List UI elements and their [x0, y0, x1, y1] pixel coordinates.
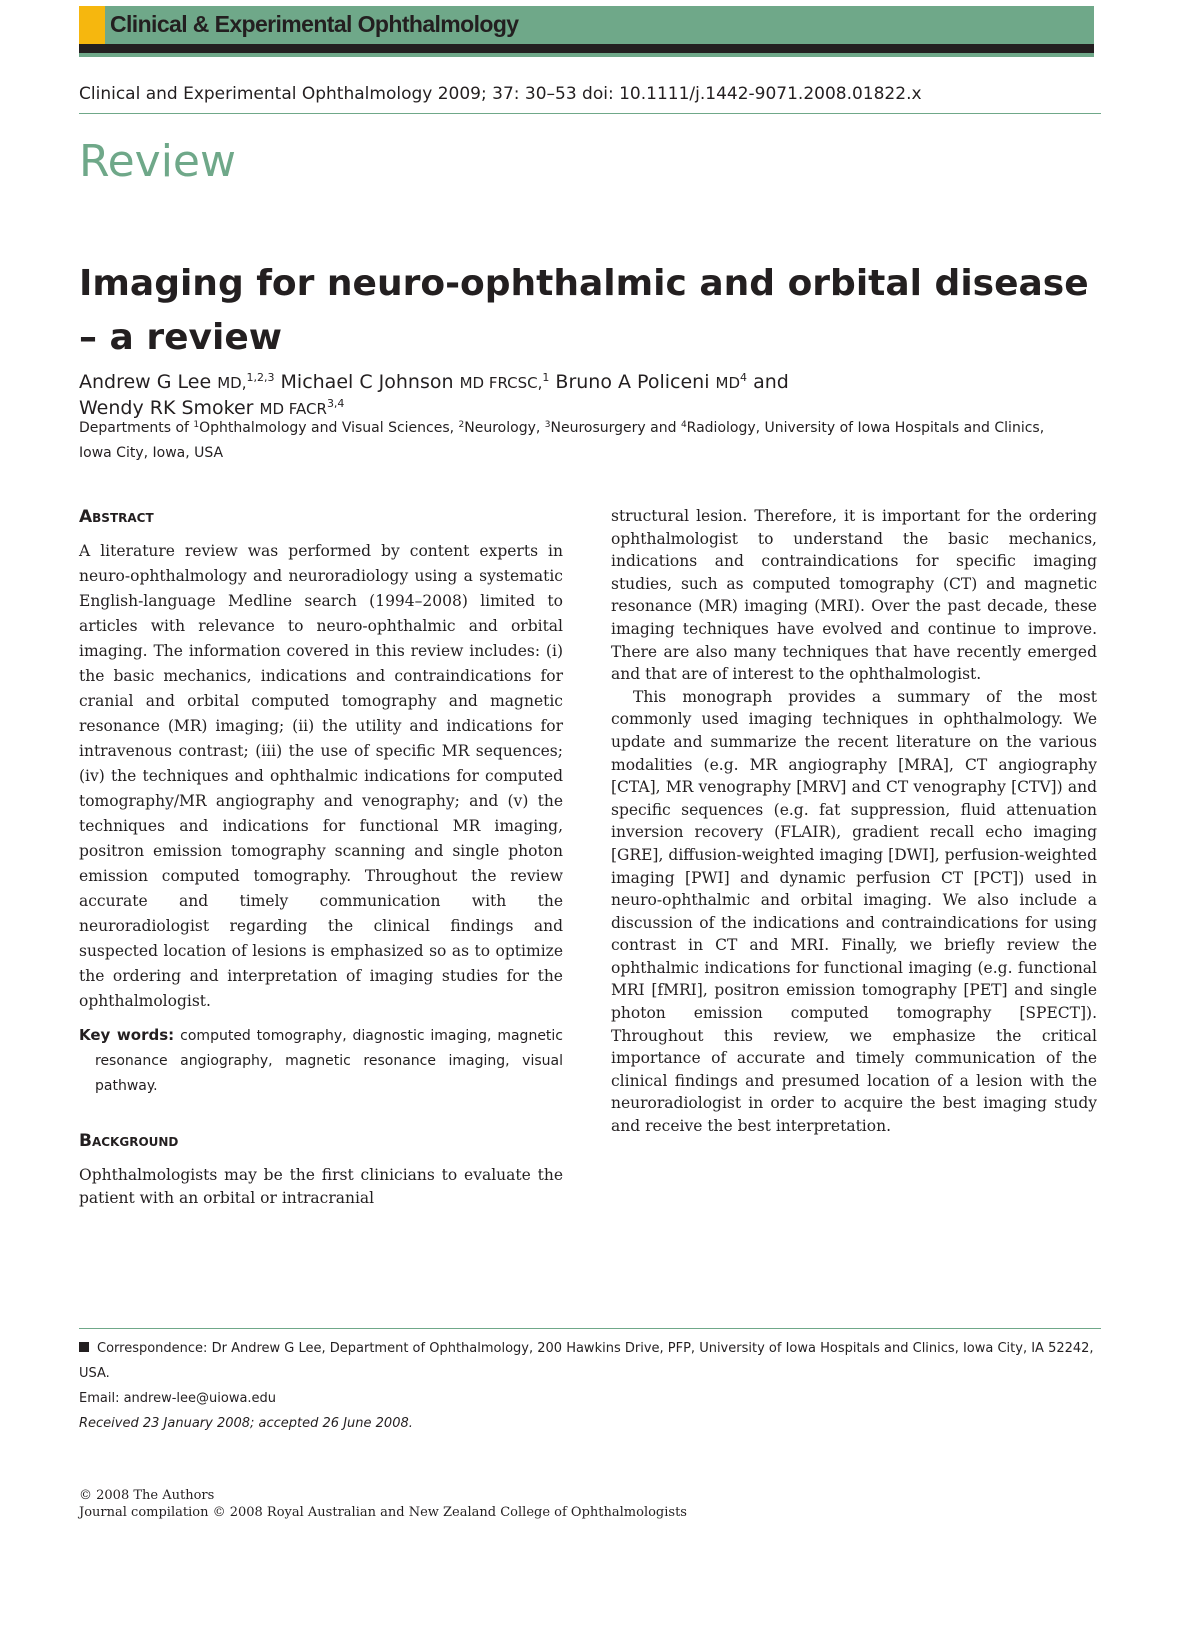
affiliation-marker: 4	[680, 420, 687, 430]
affiliation-text: Neurosurgery and	[550, 420, 681, 436]
affiliation-marker: 1	[193, 420, 200, 430]
abstract-text: A literature review was performed by content experts in neuro-ophthalmology and neuroradiology using a systematic English-language Medline search (1994–2008) limited to articles with relevance to neuro-ophthalmic and orbital imaging. The information covered in this review includes: (i) the basic mechanics, indications and contraindications for cranial and orbital computed tomography and magnetic resonance (MR) imaging; (ii) the utility and indications for intravenous contrast; (iii) the use of specific MR sequences; (iv) the techniques and ophthalmic indications for computed tomography/MR angiography and venography; and (v) the techniques and indications for functional MR imaging, positron emission tomography scanning and single photon emission computed tomography. Throughout the review accurate and timely communication with the neuroradiologist regarding the clinical findings and suspected location of lesions is emphasized so as to optimize the ordering and interpretation of imaging studies for the ophthalmologist.	[79, 542, 563, 1010]
affiliation-text: Neurology,	[464, 420, 545, 436]
keywords-label: Key words:	[79, 1026, 175, 1044]
author-conjunction: and	[753, 371, 789, 393]
author-name: Wendy RK Smoker	[79, 397, 254, 419]
affiliation-text: Radiology, University of Iowa Hospitals and Clinics, Iowa City, Iowa, USA	[79, 420, 1045, 461]
correspondence-block	[79, 1336, 1099, 1436]
author-name: Michael C Johnson	[280, 371, 454, 393]
affiliation-marker: 3	[544, 420, 551, 430]
author-name: Andrew G Lee	[79, 371, 212, 393]
banner-underline	[79, 53, 1094, 57]
author-degrees: MD,	[217, 374, 247, 392]
background-paragraph: This monograph provides a summary of the most commonly used imaging techniques in ophthalmology. We update and summarize the recent literature on the various modalities (e.g. MR angiography [MRA], CT angiography [CTA], MR venography [MRV] and CT venography [CTV]) and specific sequences (e.g. fat suppression, fluid attenuation inversion recovery (FLAIR), gradient recall echo imaging [GRE], diffusion-weighted imaging [DWI], perfusion-weighted imaging [PWI] and dynamic perfusion CT [PCT]) used in neuro-ophthalmic and orbital imaging. We also include a discussion of the indications and contraindications for using contrast in CT and MRI. Finally, we briefly review the ophthalmic indications for functional imaging (e.g. functional MRI [fMRI], positron emission tomography [PET] and single photon emission computed tomography [SPECT]). Throughout this review, we emphasize the critical importance of accurate and timely communication of the clinical findings and presumed location of a lesion with the neuroradiologist in order to acquire the best imaging study and receive the best interpretation.	[611, 687, 1097, 1136]
affiliation-text: Ophthalmology and Visual Sciences,	[199, 420, 459, 436]
affiliation-prefix: Departments of	[79, 420, 194, 436]
right-column	[611, 505, 1097, 1138]
citation-divider	[79, 113, 1101, 114]
correspondence-address: Dr Andrew G Lee, Department of Ophthalmology, 200 Hawkins Drive, PFP, University of Iowa Hospitals and Clinics, Iowa City, IA 52242, USA.	[79, 1341, 1094, 1381]
keywords	[79, 1023, 563, 1099]
copyright-block	[79, 1487, 1079, 1521]
keywords-text: computed tomography, diagnostic imaging, magnetic resonance angiography, magnetic resonance imaging, visual pathway.	[95, 1028, 564, 1094]
correspondence-email: Email: andrew-lee@uiowa.edu	[79, 1391, 277, 1406]
copyright-authors: © 2008 The Authors	[79, 1488, 215, 1503]
author-degrees: MD	[715, 374, 741, 392]
author-affiliation-marker: 4	[740, 371, 748, 384]
correspondence-label: Correspondence:	[97, 1341, 208, 1356]
author-affiliation-marker: 1,2,3	[246, 371, 275, 384]
square-bullet-icon	[79, 1342, 89, 1352]
article-type-label: Review	[79, 136, 236, 187]
banner-accent-stripe	[79, 6, 105, 44]
affiliation-marker: 2	[458, 420, 465, 430]
left-column	[79, 505, 563, 1210]
article-title: Imaging for neuro-ophthalmic and orbital disease – a review	[79, 263, 1089, 358]
received-dates: Received 23 January 2008; accepted 26 June 2008.	[79, 1416, 413, 1431]
background-heading: Background	[79, 1131, 179, 1151]
abstract-heading: Abstract	[79, 507, 154, 527]
author-degrees: MD FACR	[259, 400, 327, 418]
author-name: Bruno A Policeni	[555, 371, 710, 393]
copyright-journal: Journal compilation © 2008 Royal Australian and New Zealand College of Ophthalmologists	[79, 1505, 687, 1520]
author-affiliation-marker: 1	[542, 371, 550, 384]
author-degrees: MD FRCSC,	[459, 374, 543, 392]
journal-title: Clinical & Experimental Ophthalmology	[110, 11, 519, 37]
background-paragraph-continued: structural lesion. Therefore, it is important for the ordering ophthalmologist to understand the basic mechanics, indications and contraindications for specific imaging studies, such as computed tomography (CT) and magnetic resonance (MR) imaging (MRI). Over the past decade, these imaging techniques have evolved and continue to improve. There are also many techniques that have recently emerged and that are of interest to the ophthalmologist.	[611, 507, 1097, 684]
author-affiliation-marker: 3,4	[326, 397, 345, 410]
affiliations	[79, 416, 1079, 466]
banner-rule	[79, 44, 1094, 53]
author-list	[79, 370, 1079, 422]
footer-divider	[79, 1328, 1101, 1329]
citation-line: Clinical and Experimental Ophthalmology 2009; 37: 30–53 doi: 10.1111/j.1442-9071.2008.01822.x	[79, 84, 922, 104]
background-paragraph-start: Ophthalmologists may be the first clinicians to evaluate the patient with an orbital or intracranial	[79, 1166, 563, 1207]
